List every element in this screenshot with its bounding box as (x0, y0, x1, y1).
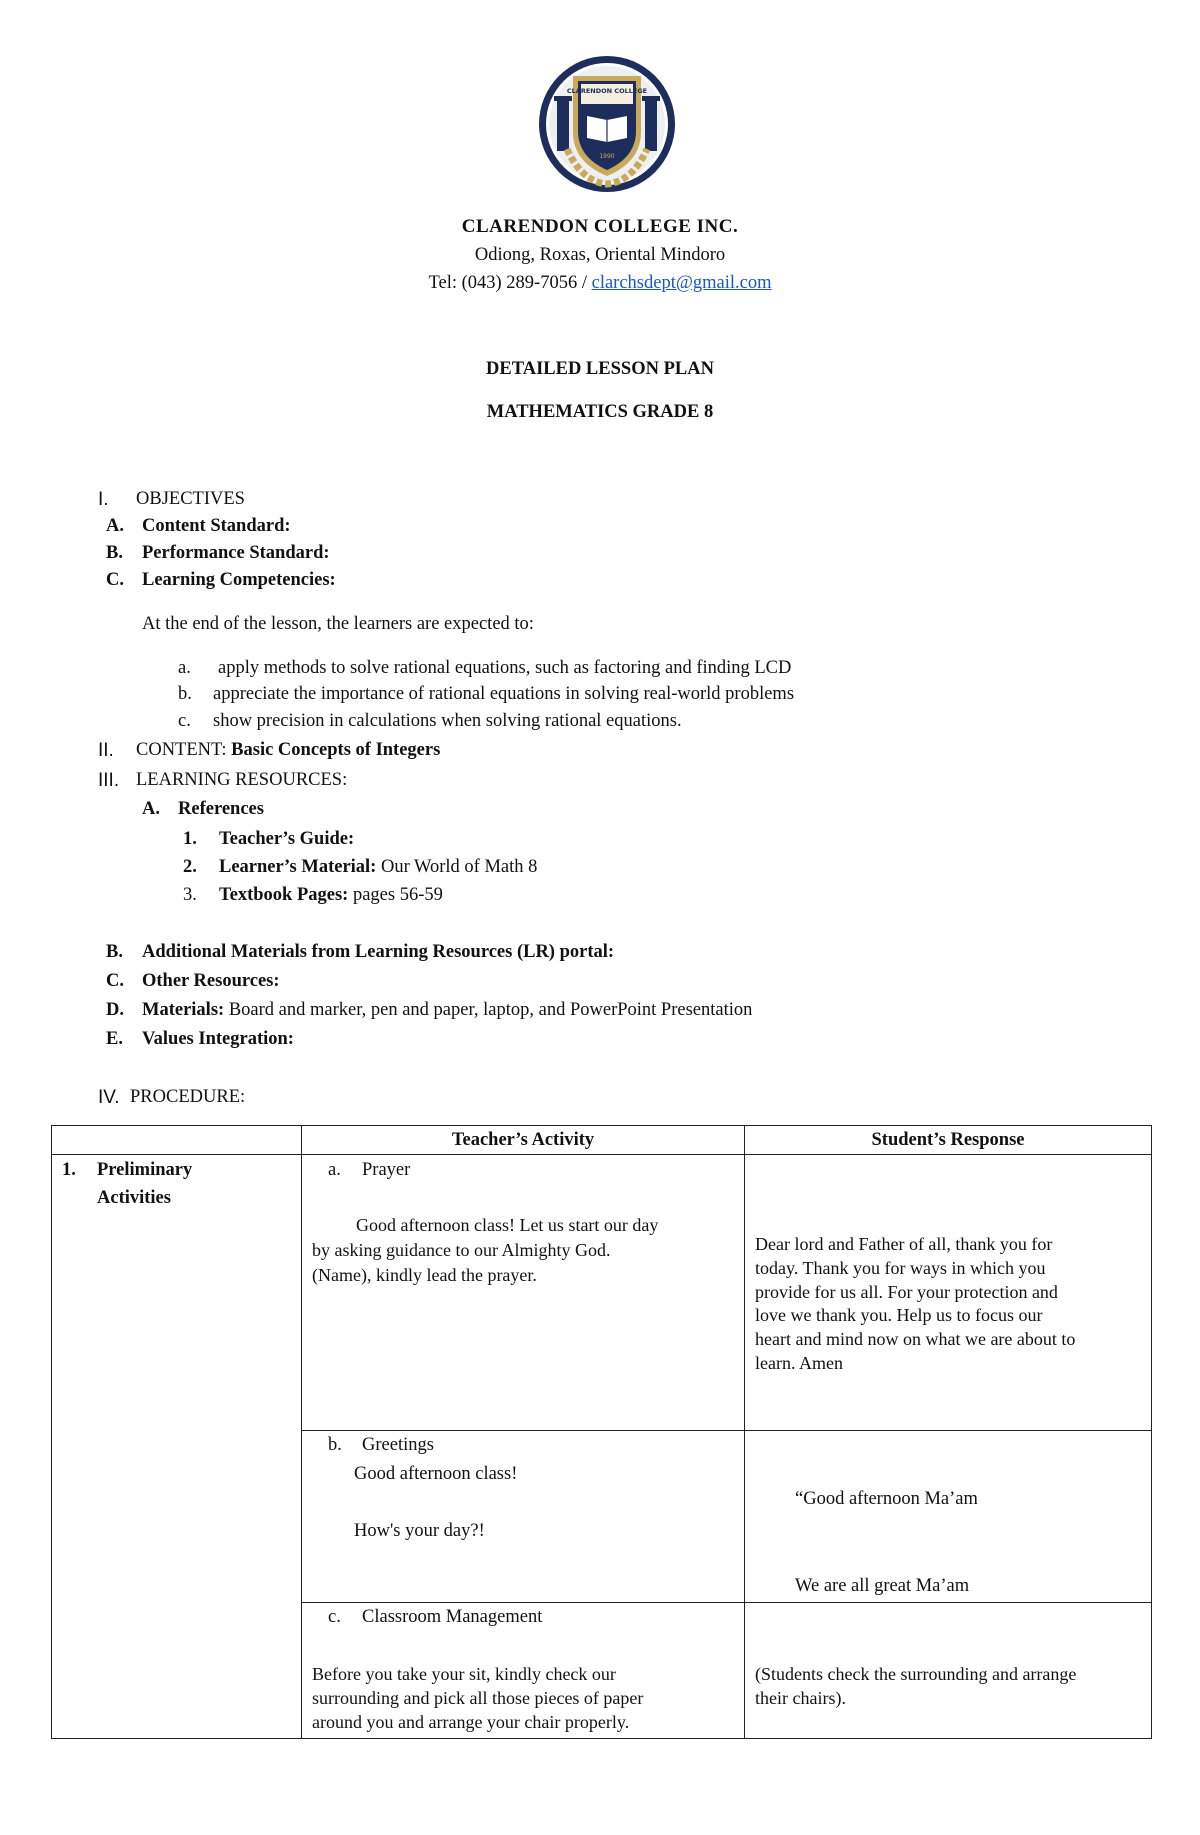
teacher-question-line: How's your day?! (354, 1521, 485, 1541)
objective-item-c: C. (106, 570, 124, 590)
section-cell (52, 1155, 302, 1739)
table-header-teacher: Teacher’s Activity (302, 1126, 745, 1155)
text-line: learn. Amen (755, 1352, 843, 1373)
competency-letter-c: c. (178, 711, 191, 731)
other-item-c: Other Resources: (142, 971, 280, 991)
text-line: love we thank you. Help us to focus our (755, 1305, 1043, 1326)
section-title-line1: Preliminary (97, 1160, 193, 1180)
logo-year: 1990 (599, 153, 615, 160)
doc-title: DETAILED LESSON PLAN (486, 359, 714, 379)
other-item-d: Materials: Board and marker, pen and paper, laptop, and PowerPoint Presentation (142, 1000, 753, 1020)
objectives-heading (98, 489, 109, 511)
ref-num-1: 1. (183, 829, 197, 849)
teacher-text-management (312, 1663, 737, 1734)
ref-item-1: Teacher’s Guide: (219, 829, 355, 849)
competency-text-a: apply methods to solve rational equations, such as factoring and finding LCD (218, 658, 792, 678)
ref-item-3: Textbook Pages: pages 56-59 (219, 885, 443, 905)
logo-top-text: CLARENDON COLLEGE (566, 87, 648, 95)
objective-item-a: A. (106, 516, 124, 536)
student-greeting-line: “Good afternoon Ma’am (795, 1489, 978, 1509)
email-link[interactable]: clarchsdept@gmail.com (591, 273, 772, 293)
school-contact (0, 273, 1200, 294)
text-line: heart and mind now on what we are about to (755, 1329, 1076, 1349)
text-line: Dear lord and Father of all, thank you for (755, 1234, 1053, 1254)
teacher-cell-greetings (302, 1431, 745, 1603)
table-row (52, 1155, 1152, 1431)
section-num: 1. (62, 1160, 76, 1180)
student-cell-greetings (745, 1431, 1152, 1603)
teacher-title-prayer: Prayer (362, 1160, 411, 1180)
procedure-heading: PROCEDURE: (130, 1087, 246, 1107)
references-letter: A. (142, 799, 160, 819)
content-value: Basic Concepts of Integers (231, 740, 441, 760)
procedure-table (51, 1125, 1152, 1739)
procedure-numeral: IV. (98, 1087, 120, 1108)
student-cell-prayer (745, 1155, 1152, 1431)
content-numeral: II. (98, 740, 114, 761)
competency-text-b: appreciate the importance of rational equations in solving real-world problems (213, 684, 795, 704)
table-header-blank (52, 1126, 302, 1155)
text-line: Good afternoon class! Let us start our day (356, 1215, 659, 1235)
ref-num-2: 2. (183, 857, 197, 877)
ref-item-2: Learner’s Material: Our World of Math 8 (219, 857, 538, 877)
teacher-letter-c: c. (328, 1607, 341, 1627)
text-line: (Students check the surrounding and arrange (755, 1664, 1077, 1684)
objective-label-c: Learning Competencies: (142, 570, 336, 590)
text-line: surrounding and pick all those pieces of paper (312, 1687, 644, 1708)
teacher-text-prayer (312, 1213, 737, 1289)
competency-text-c: show precision in calculations when solving rational equations. (213, 711, 682, 731)
competency-letter-a: a. (178, 658, 191, 678)
text-line: by asking guidance to our Almighty God. (312, 1240, 611, 1261)
roman-numeral: I. (98, 489, 109, 510)
doc-subtitle: MATHEMATICS GRADE 8 (486, 402, 714, 422)
references-label: References (178, 799, 264, 819)
objectives-title: OBJECTIVES (136, 489, 245, 509)
objective-item-b: B. (106, 543, 123, 563)
text-line: around you and arrange your chair properly. (312, 1711, 630, 1732)
content-line (136, 740, 440, 761)
school-logo (537, 54, 677, 194)
school-address: Odiong, Roxas, Oriental Mindoro (474, 245, 726, 265)
competency-letter-b: b. (178, 684, 192, 704)
objective-label-b: Performance Standard: (142, 543, 330, 563)
resources-heading: LEARNING RESOURCES: (136, 770, 348, 790)
ref-num-3: 3. (183, 885, 197, 905)
student-text-prayer (755, 1233, 1150, 1376)
school-name: CLARENDON COLLEGE INC. (461, 216, 739, 237)
resources-numeral: III. (98, 770, 120, 791)
student-cell-management (745, 1603, 1152, 1739)
content-label: CONTENT: (136, 740, 232, 760)
text-line: (Name), kindly lead the prayer. (312, 1265, 537, 1286)
text-line: today. Thank you for ways in which you (755, 1257, 1046, 1278)
teacher-title-management: Classroom Management (362, 1607, 543, 1627)
teacher-letter-b: b. (328, 1435, 342, 1455)
other-letter-d: D. (106, 1000, 124, 1020)
text-line: Before you take your sit, kindly check our (312, 1664, 616, 1684)
teacher-cell-management (302, 1603, 745, 1739)
teacher-greeting-line: Good afternoon class! (354, 1464, 518, 1484)
other-item-b: Additional Materials from Learning Resources (LR) portal: (142, 942, 615, 962)
teacher-title-greetings: Greetings (362, 1435, 434, 1455)
other-letter-c: C. (106, 971, 124, 991)
teacher-cell-prayer (302, 1155, 745, 1431)
objectives-intro: At the end of the lesson, the learners are expected to: (142, 614, 534, 634)
objective-label-a: Content Standard: (142, 516, 291, 536)
phone-number: Tel: (043) 289-7056 / (428, 273, 592, 293)
text-line: provide for us all. For your protection and (755, 1281, 1058, 1302)
other-item-e: Values Integration: (142, 1029, 294, 1049)
other-letter-e: E. (106, 1029, 123, 1049)
section-title-line2: Activities (97, 1188, 171, 1208)
student-reply-line: We are all great Ma’am (795, 1576, 970, 1596)
other-letter-b: B. (106, 942, 123, 962)
student-text-management (755, 1663, 1150, 1711)
table-header-student: Student’s Response (745, 1126, 1152, 1155)
teacher-letter-a: a. (328, 1160, 341, 1180)
text-line: their chairs). (755, 1687, 846, 1708)
table-header-row (52, 1126, 1152, 1155)
